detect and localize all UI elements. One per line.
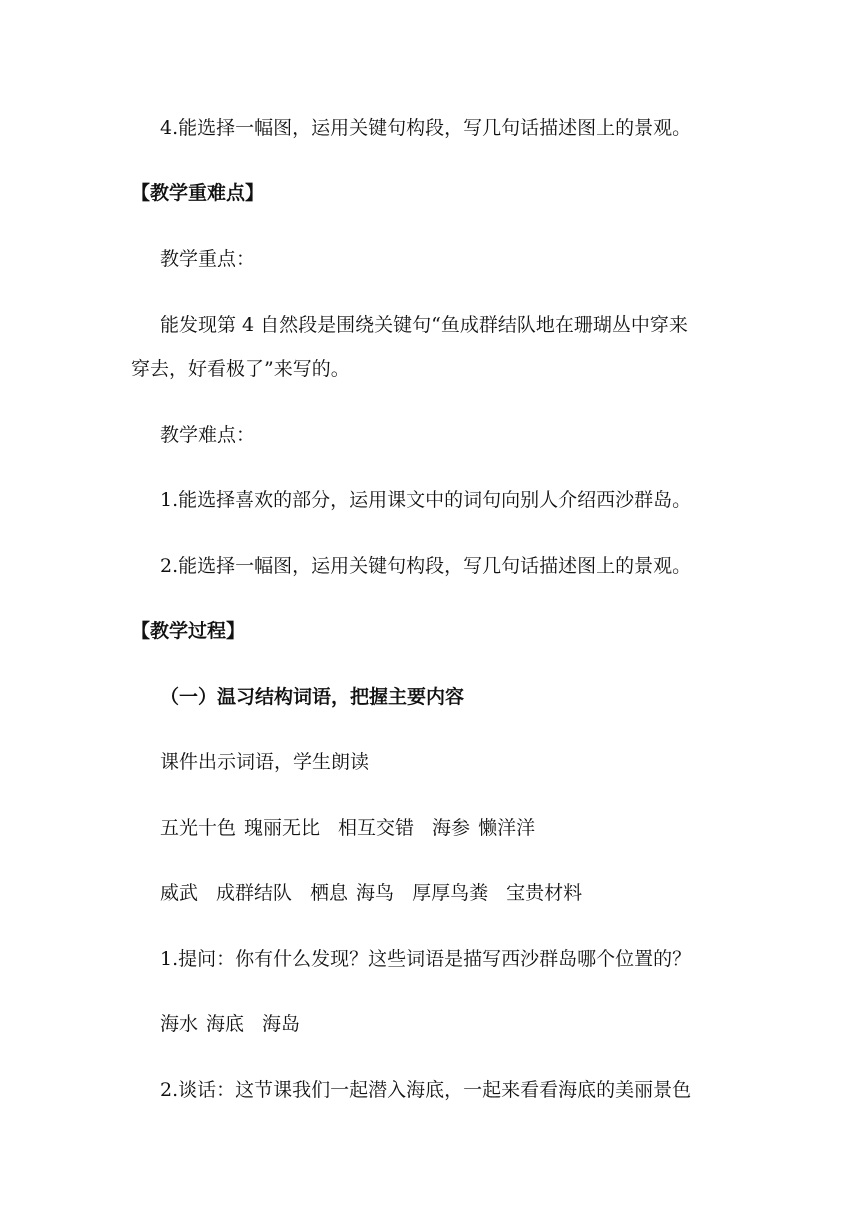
talk-paragraph: 2.谈话：这节课我们一起潜入海底，一起来看看海底的美丽景色 (160, 1079, 692, 1101)
word-item: 瑰丽无比 (244, 817, 321, 839)
word-item: 懒洋洋 (478, 817, 536, 839)
word-item: 栖息 (310, 882, 349, 904)
word-item: 相互交错 (338, 817, 415, 839)
section-heading-1: （一）温习结构词语，把握主要内容 (160, 686, 465, 708)
key-point-text-line1: 能发现第 4 自然段是围绕关键句“鱼成群结队地在珊瑚丛中穿来 (160, 314, 688, 336)
word-list-row-1 (0, 815, 860, 841)
place-item: 海水 (160, 1013, 199, 1035)
word-item: 成群结队 (216, 882, 293, 904)
heading-key-difficulty: 【教学重难点】 (131, 182, 265, 204)
word-item: 厚厚鸟粪 (412, 882, 489, 904)
courseware-note: 课件出示词语，学生朗读 (160, 751, 370, 773)
word-list-row-2 (0, 880, 860, 906)
difficulty-item-2: 2.能选择一幅图，运用关键句构段，写几句话描述图上的景观。 (160, 555, 692, 577)
difficulty-item-1: 1.能选择喜欢的部分，运用课文中的词句向别人介绍西沙群岛。 (160, 489, 692, 511)
word-item: 海鸟 (356, 882, 395, 904)
places-row (0, 1011, 860, 1037)
objective-4: 4.能选择一幅图，运用关键句构段，写几句话描述图上的景观。 (160, 117, 692, 139)
place-item: 海底 (206, 1013, 245, 1035)
key-point-label: 教学重点： (160, 248, 256, 270)
word-item: 威武 (160, 882, 199, 904)
heading-teaching-process: 【教学过程】 (131, 620, 246, 642)
place-item: 海岛 (262, 1013, 301, 1035)
question-1: 1.提问：你有什么发现？这些词语是描写西沙群岛哪个位置的？ (160, 948, 692, 970)
word-item: 五光十色 (160, 817, 237, 839)
word-item: 宝贵材料 (506, 882, 583, 904)
key-point-text-line2: 穿去，好看极了”来写的。 (131, 358, 350, 380)
word-item: 海参 (432, 817, 471, 839)
difficulty-label: 教学难点： (160, 424, 256, 446)
